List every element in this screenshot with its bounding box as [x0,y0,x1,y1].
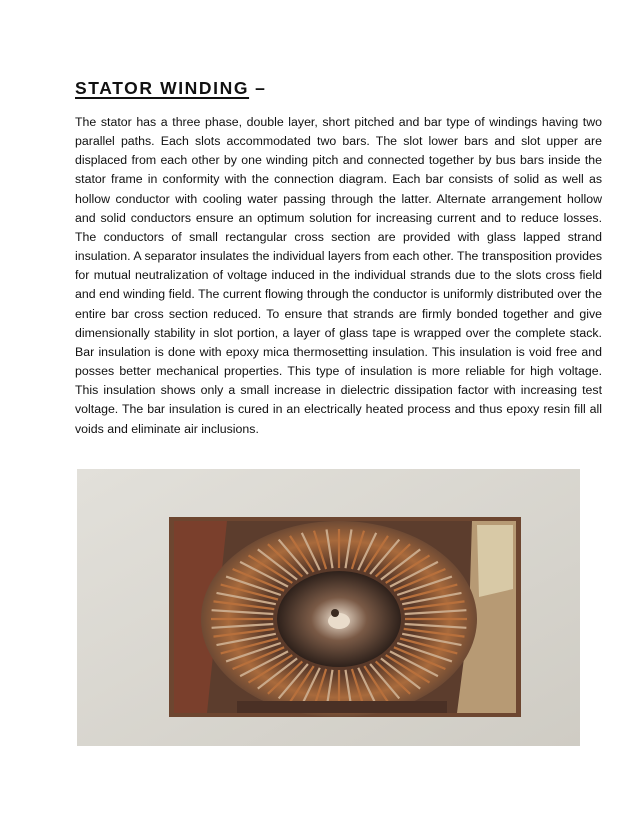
worker-head [331,609,339,617]
photo-base [237,701,447,713]
stator-photo-image [77,469,580,746]
housing-panel [477,525,513,597]
body-paragraph: The stator has a three phase, double layer, short pitched and bar type of windings having two parallel paths. Each slots accommodated two bars. The slot lower bars and slot upper are displaced from each other by one winding pitch and connected together by bus bars inside the stator frame in conformity with the connection diagram. Each bar consists of solid as well as hollow conductor with cooling water passing through the latter. Alternate arrangement hollow and solid conductors ensure an optimum solution for increasing current and to reduce losses. The conductors of small rectangular cross section are provided with glass lapped strand insulation. A separator insulates the individual layers from each other. The transposition provides for mutual neutralization of voltage induced in the individual strands due to the slots cross field and end winding field. The current flowing through the conductor is uniformly distributed over the entire bar cross section reduced. To ensure that strands are firmly bonded together and give dimensionally stability in slot portion, a layer of glass tape is wrapped over the complete stack. Bar insulation is done with epoxy mica thermosetting insulation. This insulation is void free and posses better mechanical properties. This type of insulation is more reliable for high voltage. This insulation shows only a small increase in dielectric dissipation factor with increasing test voltage. The bar insulation is cured in an electrically heated process and thus epoxy resin fill all voids and eliminate air inclusions. [75,115,602,436]
section-heading [75,76,266,100]
worker-figure [328,613,350,629]
heading-dash: – [255,78,267,98]
heading-title: STATOR WINDING [75,78,250,98]
stator-photo [77,469,580,746]
